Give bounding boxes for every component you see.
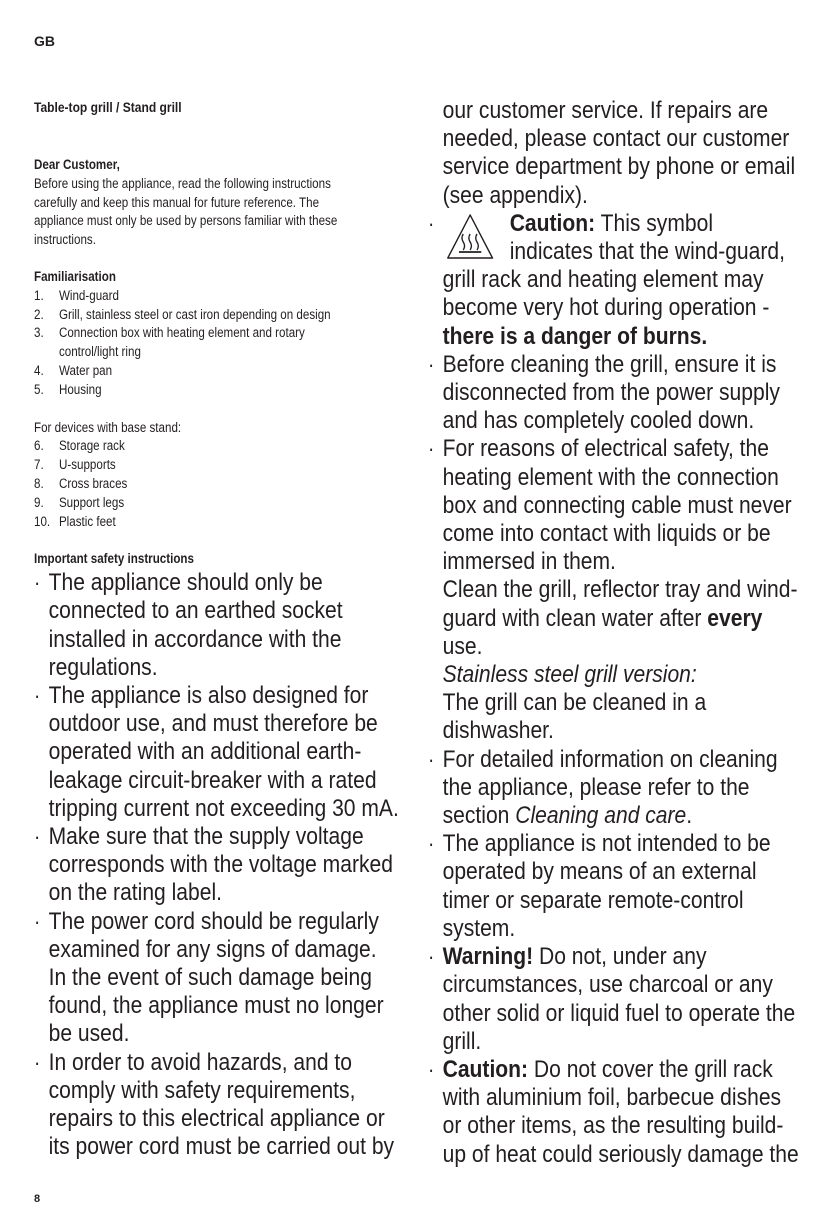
hot-surface-warning-icon: [445, 212, 495, 262]
document-title: Table-top grill / Stand grill: [34, 99, 182, 115]
list-item: · For reasons of electrical safety, the heating element with the connection box and connecting cable must never come into contact with liquids or be immersed in them. Clean the grill, reflector tray and wind- guard with clean water after every use. Stainless steel grill version: The grill can be cleaned in a dishwasher.: [428, 435, 798, 745]
language-code: GB: [34, 33, 55, 49]
list-item: 6. Storage rack: [34, 438, 125, 454]
stand-parts-list: [34, 437, 361, 531]
list-item: 8. Cross braces: [34, 475, 128, 491]
list-item: · For detailed information on cleaning the appliance, please refer to the section Cleaning and care.: [428, 745, 778, 830]
list-item: 2. Grill, stainless steel or cast iron depending on design: [34, 306, 331, 322]
list-item: 5. Housing: [34, 381, 102, 397]
familiarisation-heading: Familiarisation: [34, 268, 116, 284]
list-item: · Caution: This symbol indicates that the wind-guard, grill rack and heating element may become very hot during operation - there is a danger of burns.: [428, 209, 785, 350]
parts-list: [34, 287, 361, 400]
intro-text: Before using the appliance, read the following instructions carefully and keep this manual for future reference. The appliance must only be used by persons familiar with these instructions.: [34, 175, 338, 248]
list-item: · The appliance is not intended to be operated by means of an external timer or separate remote-control system.: [428, 830, 771, 942]
list-item: 7. U-supports: [34, 457, 116, 473]
list-item: · In order to avoid hazards, and to comply with safety requirements, repairs to this electrical appliance or its power cord must be carried out by: [34, 1048, 395, 1161]
page-number: 8: [34, 1193, 41, 1205]
list-item: · The appliance should only be connected to an earthed socket installed in accordance with the regulations.: [34, 569, 343, 681]
safety-heading: Important safety instructions: [34, 551, 194, 567]
left-column: [34, 99, 414, 1161]
list-item: 4. Water pan: [34, 362, 113, 378]
list-item: · Make sure that the supply voltage corresponds with the voltage marked on the rating label.: [34, 822, 393, 907]
list-item: · The appliance is also designed for outdoor use, and must therefore be operated with an additional earth- leakage circuit-breaker with a rated tripping current not exceeding 30 mA.: [34, 681, 399, 822]
list-item: 1. Wind-guard: [34, 287, 119, 303]
safety-bullets: [34, 569, 399, 1161]
list-item: · The power cord should be regularly examined for any signs of damage. In the event of such damage being found, the appliance must no longer be used.: [34, 907, 384, 1048]
list-item: 3. Connection box with heating element and rotary control/light ring: [34, 325, 305, 360]
safety-bullets-continued: [428, 209, 799, 1169]
list-item: · Warning! Do not, under any circumstances, use charcoal or any other solid or liquid fuel to operate the grill.: [428, 943, 796, 1055]
list-item: 9. Support legs: [34, 494, 125, 510]
list-item: · Caution: Do not cover the grill rack with aluminium foil, barbecue dishes or other items, as the resulting build- up of heat could seriously damage the: [428, 1055, 799, 1168]
list-item: 10. Plastic feet: [34, 513, 116, 529]
base-stand-heading: For devices with base stand:: [34, 419, 182, 435]
right-column: [428, 97, 828, 1169]
greeting: Dear Customer,: [34, 157, 120, 172]
list-item: · Before cleaning the grill, ensure it is disconnected from the power supply and has completely cooled down.: [428, 350, 780, 435]
continued-text: our customer service. If repairs are needed, please contact our customer service department by phone or email (see appendix).: [442, 97, 796, 209]
